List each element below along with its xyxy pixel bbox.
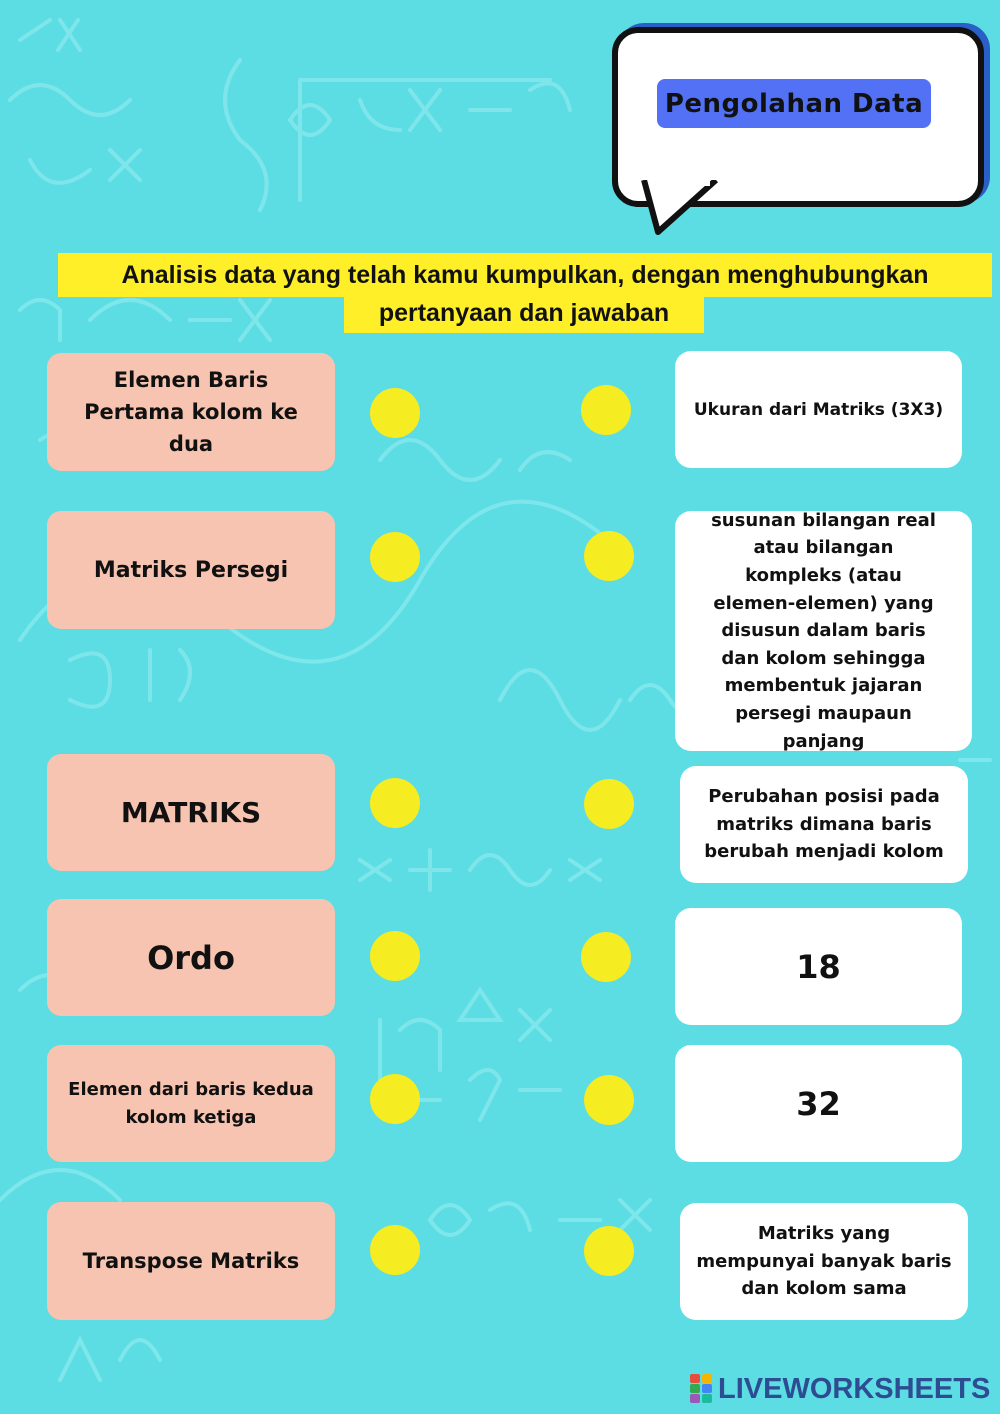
brand-name: LIVEWORKSHEETS (718, 1372, 991, 1405)
question-connector-dot[interactable] (370, 931, 420, 981)
answer-connector-dot[interactable] (584, 1226, 634, 1276)
instruction-line-2: pertanyaan dan jawaban (344, 293, 704, 333)
question-box[interactable]: Transpose Matriks (47, 1202, 335, 1320)
question-box[interactable]: MATRIKS (47, 754, 335, 871)
page-title: Pengolahan Data (657, 79, 931, 128)
answer-connector-dot[interactable] (581, 385, 631, 435)
answer-connector-dot[interactable] (584, 779, 634, 829)
answer-connector-dot[interactable] (584, 1075, 634, 1125)
question-connector-dot[interactable] (370, 532, 420, 582)
question-connector-dot[interactable] (370, 778, 420, 828)
instruction-line-1: Analisis data yang telah kamu kumpulkan, dengan menghubungkan (58, 253, 992, 297)
answer-box[interactable]: susunan bilangan real atau bilangan kompleks (atau elemen-elemen) yang disusun dalam baris dan kolom sehingga membentuk jajaran persegi maupaun panjang (675, 511, 972, 751)
answer-box[interactable]: 18 (675, 908, 962, 1025)
answer-box[interactable]: Perubahan posisi pada matriks dimana baris berubah menjadi kolom (680, 766, 968, 883)
question-box[interactable]: Ordo (47, 899, 335, 1016)
question-box[interactable]: Elemen dari baris kedua kolom ketiga (47, 1045, 335, 1162)
answer-connector-dot[interactable] (581, 932, 631, 982)
liveworksheets-logo-icon (690, 1374, 714, 1404)
answer-box[interactable]: Ukuran dari Matriks (3X3) (675, 351, 962, 468)
liveworksheets-brand[interactable] (690, 1372, 990, 1406)
question-box[interactable]: Matriks Persegi (47, 511, 335, 629)
question-connector-dot[interactable] (370, 1225, 420, 1275)
answer-box[interactable]: Matriks yang mempunyai banyak baris dan kolom sama (680, 1203, 968, 1320)
speech-bubble-tail (640, 180, 720, 240)
answer-box[interactable]: 32 (675, 1045, 962, 1162)
answer-connector-dot[interactable] (584, 531, 634, 581)
question-box[interactable]: Elemen Baris Pertama kolom ke dua (47, 353, 335, 471)
question-connector-dot[interactable] (370, 388, 420, 438)
question-connector-dot[interactable] (370, 1074, 420, 1124)
